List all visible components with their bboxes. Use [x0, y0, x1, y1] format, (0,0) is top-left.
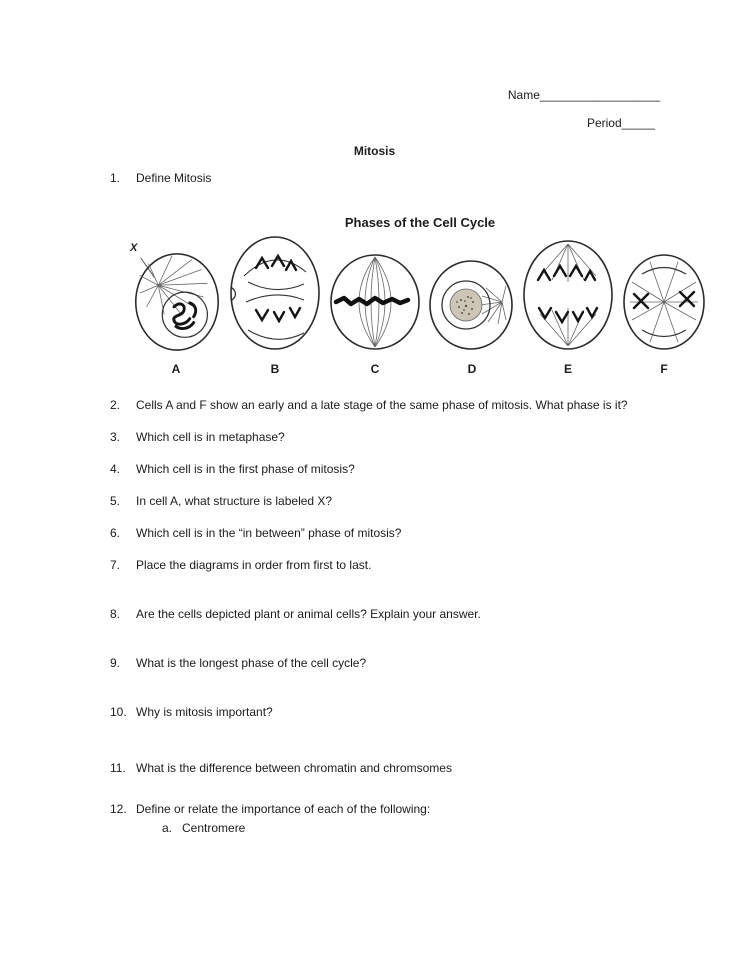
- question-5: [0, 494, 749, 508]
- cell-label-d: D: [467, 362, 477, 376]
- question-text: Which cell is in the “in between” phase of mitosis?: [136, 526, 402, 540]
- cell-labels-row: [130, 352, 710, 376]
- question-number: 11.: [110, 761, 126, 775]
- cell-label-f: F: [660, 362, 668, 376]
- question-text: Define or relate the importance of each of the following:: [136, 802, 431, 816]
- cell-f-column: [620, 252, 708, 352]
- x-structure-label: X: [130, 242, 138, 254]
- cell-label-b: B: [270, 362, 280, 376]
- name-field: Name__________________: [507, 88, 660, 102]
- question-text: Which cell is in metaphase?: [136, 430, 285, 444]
- question-number: 9.: [110, 656, 121, 670]
- cell-cycle-figure: [130, 215, 710, 376]
- cell-c-diagram: [328, 252, 422, 352]
- cell-e-diagram: [522, 238, 614, 352]
- question-6: [0, 526, 749, 540]
- cell-d-diagram: [428, 258, 516, 352]
- question-12a: [0, 821, 749, 835]
- question-text: Cells A and F show an early and a late stage of the same phase of mitosis. What phase is it?: [136, 398, 628, 412]
- sub-question-text: Centromere: [182, 821, 246, 835]
- question-number: 2.: [110, 398, 121, 412]
- cell-label-c: C: [370, 362, 380, 376]
- question-text: Place the diagrams in order from first to last.: [136, 558, 372, 572]
- question-number: 10.: [110, 705, 127, 719]
- question-number: 6.: [110, 526, 121, 540]
- question-text: In cell A, what structure is labeled X?: [136, 494, 333, 508]
- page-title: Mitosis: [353, 144, 396, 158]
- question-text: What is the longest phase of the cell cycle?: [136, 656, 367, 670]
- question-number: 7.: [110, 558, 121, 572]
- question-10: [0, 705, 749, 719]
- period-field: Period_____: [586, 116, 655, 130]
- question-text: Which cell is in the first phase of mitosis?: [136, 462, 355, 476]
- cell-label-e: E: [563, 362, 572, 376]
- cell-c-column: [328, 252, 422, 352]
- question-11: [0, 761, 749, 775]
- cell-b-diagram: [228, 234, 322, 352]
- question-number: 12.: [110, 802, 127, 816]
- question-8: [0, 607, 749, 621]
- question-text: Are the cells depicted plant or animal cells? Explain your answer.: [136, 607, 481, 621]
- question-2: [0, 398, 749, 412]
- cell-d-column: [428, 258, 516, 352]
- question-number: 5.: [110, 494, 121, 508]
- cell-b-column: [228, 234, 322, 352]
- cell-a-diagram: [130, 246, 222, 352]
- worksheet-header: [0, 88, 749, 130]
- cell-diagrams-row: [130, 234, 710, 352]
- sub-question-letter: a.: [162, 821, 173, 835]
- question-text: Why is mitosis important?: [136, 705, 273, 719]
- cell-label-a: A: [171, 362, 181, 376]
- question-7: [0, 558, 749, 572]
- question-text: Define Mitosis: [136, 171, 212, 185]
- question-1: [0, 171, 749, 185]
- question-number: 3.: [110, 430, 121, 444]
- question-number: 4.: [110, 462, 121, 476]
- question-number: 8.: [110, 607, 121, 621]
- question-9: [0, 656, 749, 670]
- question-12: [0, 802, 749, 816]
- cell-a-column: [130, 242, 222, 352]
- cell-f-diagram: [620, 252, 708, 352]
- question-number: 1.: [110, 171, 121, 185]
- question-3: [0, 430, 749, 444]
- figure-title: Phases of the Cell Cycle: [344, 215, 496, 230]
- question-text: What is the difference between chromatin and chromsomes: [136, 761, 452, 775]
- question-4: [0, 462, 749, 476]
- cell-e-column: [522, 238, 614, 352]
